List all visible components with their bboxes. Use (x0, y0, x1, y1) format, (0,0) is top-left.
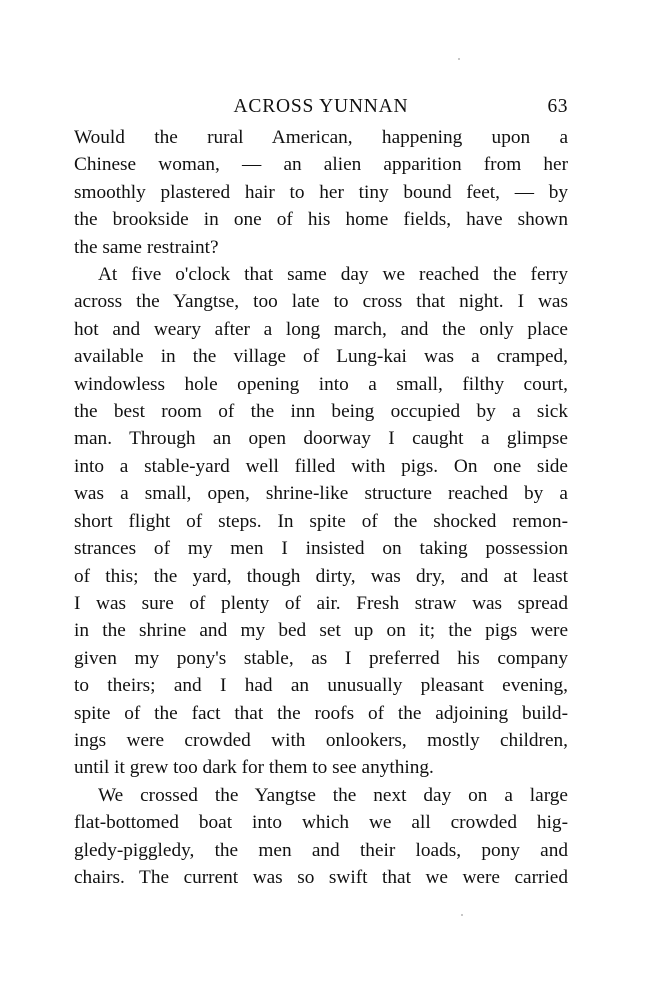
text-line: man. Through an open doorway I caught a glimpse (74, 428, 568, 450)
text-line: in the shrine and my bed set up on it; the pigs were (74, 620, 568, 642)
text-line: until it grew too dark for them to see anything. (74, 757, 434, 779)
text-line: into a stable-yard well filled with pigs. On one side (74, 455, 568, 477)
page-number: 63 (547, 96, 568, 117)
text-line: hot and weary after a long march, and the only place (74, 318, 568, 340)
text-line: given my pony's stable, as I preferred his company (74, 647, 568, 669)
text-line: At five o'clock that same day we reached the ferry (98, 264, 568, 286)
text-line: We crossed the Yangtse the next day on a large (98, 784, 568, 806)
paragraph-1 (74, 124, 568, 261)
text-line: across the Yangtse, too late to cross that night. I was (74, 291, 568, 313)
text-line: gledy-piggledy, the men and their loads, pony and (74, 839, 568, 861)
running-title: ACROSS YUNNAN (233, 96, 409, 117)
text-line: available in the village of Lung-kai was a cramped, (74, 346, 568, 368)
page-header (74, 92, 568, 124)
paper-speck (461, 914, 463, 916)
text-line: chairs. The current was so swift that we were carried (74, 866, 568, 888)
text-line: the brookside in one of his home fields, have shown (74, 209, 568, 231)
text-line: windowless hole opening into a small, filthy court, (74, 373, 568, 395)
text-line: the best room of the inn being occupied by a sick (74, 401, 568, 423)
paragraph-3 (74, 782, 568, 892)
text-line: of this; the yard, though dirty, was dry, and at least (74, 565, 568, 587)
text-line: smoothly plastered hair to her tiny bound feet, — by (74, 181, 568, 203)
text-line: was a small, open, shrine-like structure reached by a (74, 483, 568, 505)
text-line: ings were crowded with onlookers, mostly children, (74, 729, 568, 751)
body-text (74, 124, 568, 891)
text-line: I was sure of plenty of air. Fresh straw was spread (74, 592, 568, 614)
text-line: flat-bottomed boat into which we all crowded hig- (74, 812, 568, 834)
text-line: the same restraint? (74, 236, 219, 258)
text-line: spite of the fact that the roofs of the adjoining build- (74, 702, 568, 724)
book-page (74, 92, 568, 891)
paragraph-2 (74, 261, 568, 782)
paper-speck (458, 58, 460, 60)
text-line: to theirs; and I had an unusually pleasant evening, (74, 675, 568, 697)
text-line: Would the rural American, happening upon a (74, 127, 568, 148)
text-line: short flight of steps. In spite of the shocked remon- (74, 510, 568, 532)
text-line: strances of my men I insisted on taking possession (74, 538, 568, 560)
text-line: Chinese woman, — an alien apparition from her (74, 154, 568, 176)
